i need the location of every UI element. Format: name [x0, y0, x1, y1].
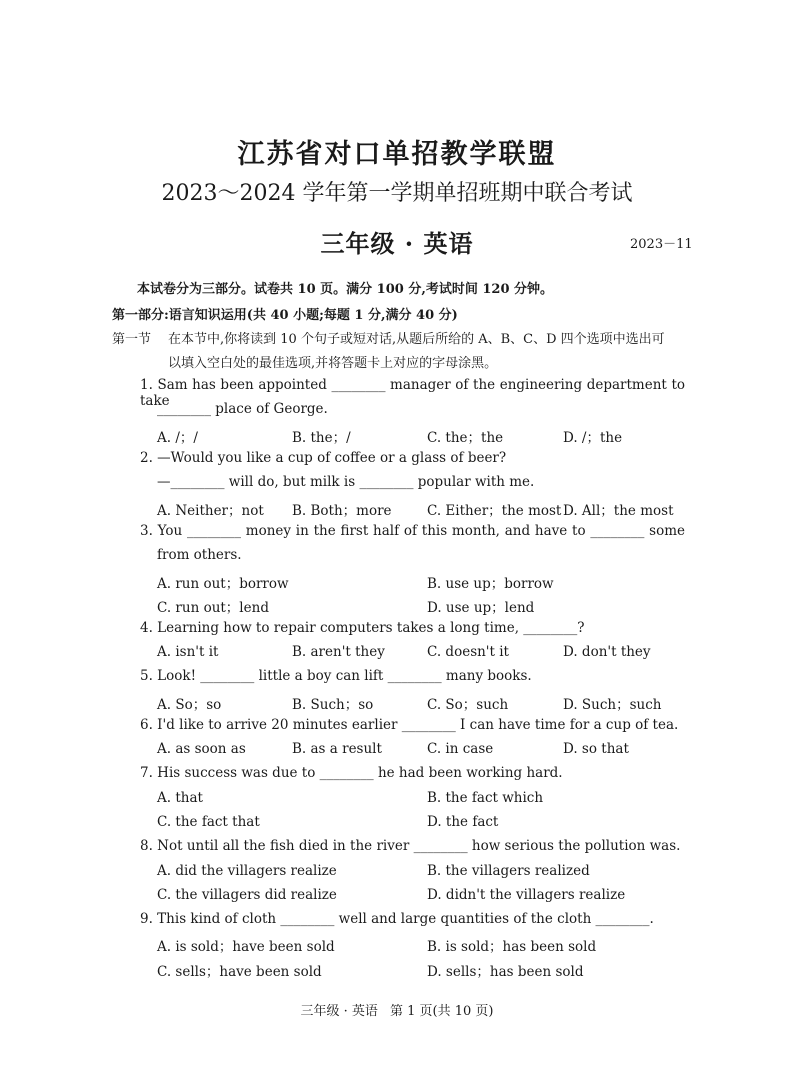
question-3-option-c: C. run out；lend	[157, 600, 269, 616]
question-4-option-b: B. aren't they	[292, 644, 385, 660]
exam-instructions: 本试卷分为三部分。试卷共 10 页。满分 100 分,考试时间 120 分钟。	[137, 282, 554, 297]
question-3-line2: from others.	[157, 547, 242, 563]
question-5-line1: 5. Look! ________ little a boy can lift ________ many books.	[140, 668, 532, 684]
question-8-option-a: A. did the villagers realize	[157, 863, 337, 879]
footer-subject: 三年级 · 英语	[300, 1004, 378, 1019]
question-5-option-c: C. So；such	[427, 697, 509, 713]
question-4-line1: 4. Learning how to repair computers takes a long time, ________?	[140, 620, 585, 636]
question-9-option-a: A. is sold；have been sold	[157, 939, 335, 955]
question-6-option-d: D. so that	[563, 741, 629, 757]
question-2-option-a: A. Neither；not	[157, 503, 264, 519]
question-5-option-a: A. So；so	[157, 697, 222, 713]
question-1-option-d: D. /；the	[563, 430, 623, 446]
footer-page-number: 第 1 页(共 10 页)	[390, 1004, 494, 1019]
question-3-option-a: A. run out；borrow	[157, 576, 289, 592]
question-7-line1: 7. His success was due to ________ he had been working hard.	[140, 765, 563, 781]
question-2-line1: 2. —Would you like a cup of coffee or a glass of beer?	[140, 450, 507, 466]
question-7-option-d: D. the fact	[427, 814, 499, 830]
question-9-line1: 9. This kind of cloth ________ well and large quantities of the cloth ________.	[140, 911, 654, 927]
question-7-option-a: A. that	[157, 790, 203, 806]
section-one-label: 第一节	[112, 332, 152, 347]
question-4-option-d: D. don't they	[563, 644, 651, 660]
question-1-option-c: C. the；the	[427, 430, 504, 446]
section-one-directions-line1: 在本节中,你将读到 10 个句子或短对话,从题后所给的 A、B、C、D 四个选项中选出可	[168, 332, 665, 347]
question-3-option-b: B. use up；borrow	[427, 576, 554, 592]
question-8-option-d: D. didn't the villagers realize	[427, 887, 626, 903]
question-6-line1: 6. I'd like to arrive 20 minutes earlier ________ I can have time for a cup of tea.	[140, 717, 679, 733]
question-5-option-d: D. Such；such	[563, 697, 662, 713]
question-1-option-b: B. the；/	[292, 430, 351, 446]
question-1-option-a: A. /；/	[157, 430, 198, 446]
question-7-option-b: B. the fact which	[427, 790, 544, 806]
question-8-option-b: B. the villagers realized	[427, 863, 590, 879]
part-one-heading: 第一部分:语言知识运用(共 40 小题;每题 1 分,满分 40 分)	[112, 308, 458, 323]
question-4-option-c: C. doesn't it	[427, 644, 509, 660]
question-8-option-c: C. the villagers did realize	[157, 887, 337, 903]
question-4-option-a: A. isn't it	[157, 644, 219, 660]
exam-alliance-title: 江苏省对口单招教学联盟	[237, 139, 557, 170]
question-3-option-d: D. use up；lend	[427, 600, 535, 616]
question-6-option-b: B. as a result	[292, 741, 382, 757]
question-3-line1: 3. You ________ money in the first half of this month, and have to ________ some	[140, 523, 685, 539]
question-7-option-c: C. the fact that	[157, 814, 260, 830]
question-6-option-a: A. as soon as	[157, 741, 246, 757]
question-5-option-b: B. Such；so	[292, 697, 374, 713]
question-8-line1: 8. Not until all the fish died in the river ________ how serious the pollution was.	[140, 838, 681, 854]
question-2-option-b: B. Both；more	[292, 503, 392, 519]
exam-date: 2023－11	[630, 237, 693, 252]
question-2-option-d: D. All；the most	[563, 503, 674, 519]
exam-name-subtitle: 2023～2024 学年第一学期单招班期中联合考试	[161, 181, 633, 206]
question-2-option-c: C. Either；the most	[427, 503, 562, 519]
question-2-line2: —________ will do, but milk is ________ popular with me.	[157, 474, 535, 490]
question-9-option-b: B. is sold；has been sold	[427, 939, 597, 955]
question-1-line1: 1. Sam has been appointed ________ manager of the engineering department to take	[140, 377, 685, 409]
question-9-option-d: D. sells；has been sold	[427, 964, 584, 980]
grade-subject-heading: 三年级 · 英语	[320, 229, 474, 258]
page-footer	[0, 1000, 794, 1019]
question-6-option-c: C. in case	[427, 741, 494, 757]
section-one-directions-line2: 以填入空白处的最佳选项,并将答题卡上对应的字母涂黑。	[168, 356, 498, 371]
question-9-option-c: C. sells；have been sold	[157, 964, 322, 980]
question-1-line2: ________ place of George.	[157, 401, 328, 417]
